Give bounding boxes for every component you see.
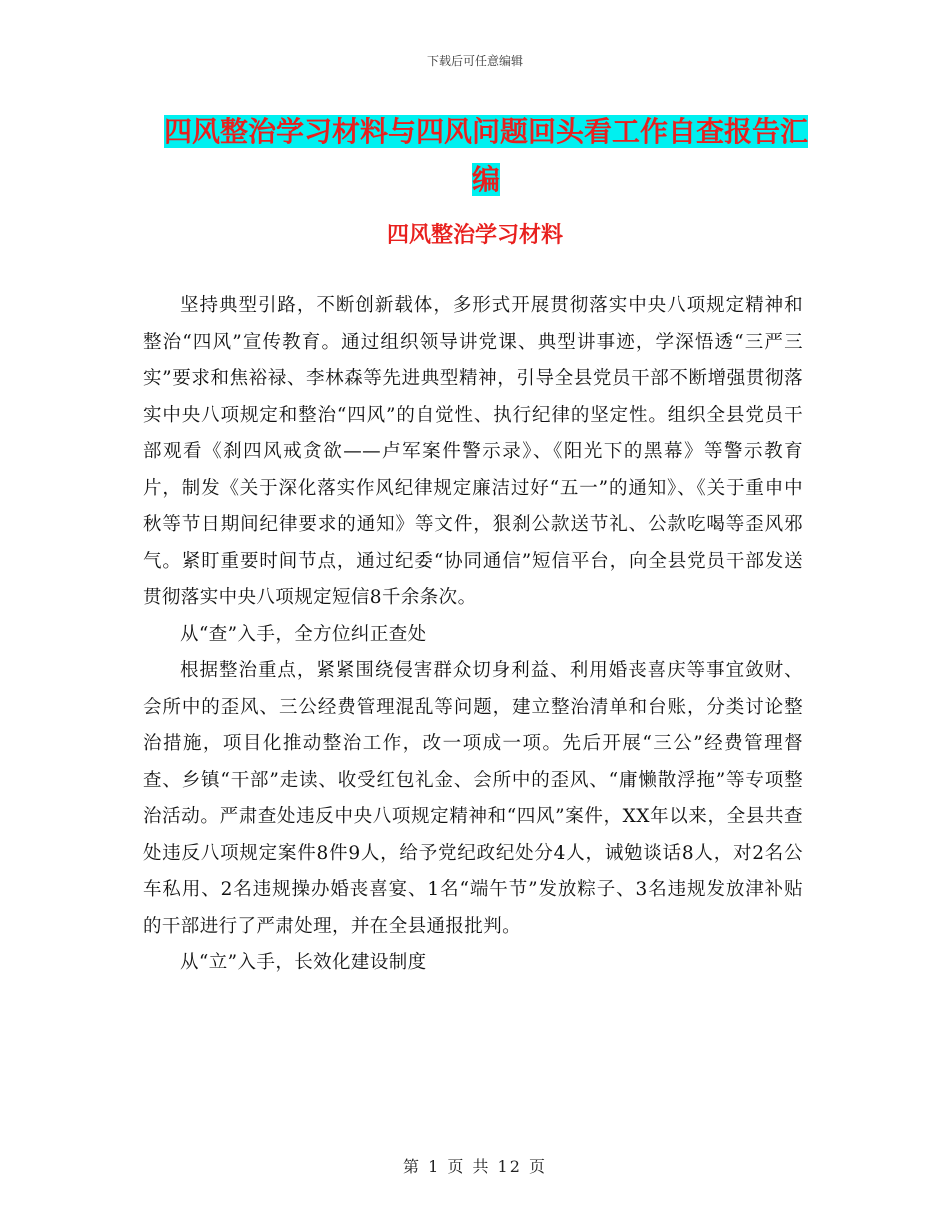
section-title: 四风整治学习材料 [386,223,563,248]
page-number-footer: 第 1 页 共 12 页 [403,1157,547,1176]
body-subheading: 从“查”入手，全方位纠正查处 [180,623,427,645]
page-header-note: 下载后可任意编辑 [426,54,523,68]
body-paragraph: 坚持典型引路，不断创新载体，多形式开展贯彻落实中央八项规定精神和整治“四风”宣传教育。通过组织领导讲党课、典型讲事迹，学深悟透“三严三实”要求和焦裕禄、李林森等先进典型精神，引导全县党员干部不断增强贯彻落实中央八项规定和整治“四风”的自觉性、执行纪律的坚定性。组织全县党员干部观看《刹四风戒贪欲——卢军案件警示录》、《阳光下的黑幕》等警示教育片，制发《关于深化落实作风纪律规定廉洁过好“五一”的通知》、《关于重申中秋等节日期间纪律要求的通知》等文件，狠刹公款送节礼、公款吃喝等歪风邪气。紧盯重要时间节点，通过纪委“协同通信”短信平台，向全县党员干部发送贯彻落实中央八项规定短信8千余条次。 [143,295,803,608]
document-title [160,108,812,204]
body-paragraph: 根据整治重点，紧紧围绕侵害群众切身利益、利用婚丧喜庆等事宜敛财、会所中的歪风、三公经费管理混乱等问题，建立整治清单和台账，分类讨论整治措施，项目化推动整治工作，改一项成一项。先后开展“三公”经费管理督查、乡镇“干部”走读、收受红包礼金、会所中的歪风、“庸懒散浮拖”等专项整治活动。严肃查处违反中央八项规定精神和“四风”案件，XX年以来，全县共查处违反八项规定案件8件9人，给予党纪政纪处分4人，诫勉谈话8人，对2名公车私用、2名违规操办婚丧喜宴、1名“端午节”发放粽子、3名违规发放津补贴的干部进行了严肃处理，并在全县通报批判。 [143,660,803,937]
document-title-text: 四风整治学习材料与四风问题回头看工作自查报告汇编 [163,115,808,196]
document-body [143,288,803,982]
body-subheading: 从“立”入手，长效化建设制度 [180,952,427,973]
